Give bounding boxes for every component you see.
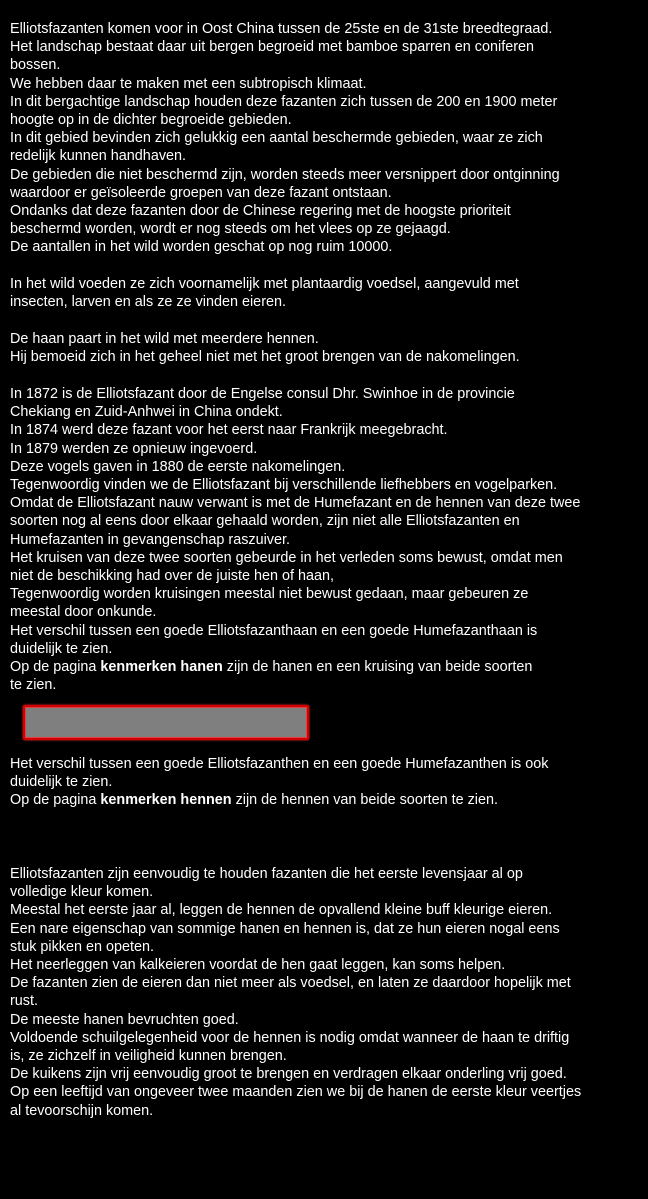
text-line: Elliotsfazanten komen voor in Oost China tussen de 25ste en de 31ste breedtegraad. xyxy=(10,21,553,37)
text-line: Elliotsfazanten zijn eenvoudig te houden fazanten die het eerste levensjaar al op xyxy=(10,866,523,882)
text-line: stuk pikken en opeten. xyxy=(10,938,155,955)
link-prefix: Op de pagina xyxy=(10,659,101,676)
text-line: In 1874 werd deze fazant voor het eerst naar Frankrijk meegebracht. xyxy=(10,422,448,439)
text-line: Het landschap bestaat daar uit bergen begroeid met bamboe sparren en coniferen xyxy=(10,39,535,56)
text-line: Humefazanten in gevangenschap raszuiver. xyxy=(10,531,290,548)
text-line: duidelijk te zien. xyxy=(10,774,113,791)
text-line: Hij bemoeid zich in het geheel niet met het groot brengen van de nakomelingen. xyxy=(10,349,520,366)
text-line: Omdat de Elliotsfazant nauw verwant is met de Humefazant en de hennen van deze twee xyxy=(10,495,581,512)
text-line: De fazanten zien de eieren dan niet meer als voedsel, en laten ze daardoor hopelijk met xyxy=(10,975,571,992)
text-line: De gebieden die niet beschermd zijn, worden steeds meer versnippert door ontginning xyxy=(10,166,560,183)
link-suffix: zijn de hanen en een kruising van beide soorten xyxy=(222,659,533,676)
text-line: waardoor er geïsoleerde groepen van deze fazant ontstaan. xyxy=(10,184,392,201)
text-line: De kuikens zijn vrij eenvoudig groot te brengen en verdragen elkaar onderling vrij goed. xyxy=(10,1066,567,1083)
text-line: De aantallen in het wild worden geschat op nog ruim 10000. xyxy=(10,239,393,256)
paragraph-habitat xyxy=(10,20,648,257)
text-line: bossen. xyxy=(10,57,61,74)
text-line: We hebben daar te maken met een subtropisch klimaat. xyxy=(10,75,367,92)
text-line: Het kruisen van deze twee soorten gebeurde in het verleden soms bewust, omdat men xyxy=(10,549,563,566)
text-line: De haan paart in het wild met meerdere hennen. xyxy=(10,331,319,347)
text-line: Meestal het eerste jaar al, leggen de hennen de opvallend kleine buff kleurige eieren. xyxy=(10,902,553,919)
kenmerken-hanen-link[interactable]: kenmerken hanen xyxy=(100,659,223,676)
text-line: niet de beschikking had over de juiste hen of haan, xyxy=(10,568,335,585)
text-line: Het verschil tussen een goede Elliotsfazanthen en een goede Humefazanthen is ook xyxy=(10,756,549,772)
link-hennen-line xyxy=(10,791,648,809)
text-line: insecten, larven en als ze ze vinden eieren. xyxy=(10,294,286,311)
link-suffix: zijn de hennen van beide soorten te zien. xyxy=(231,792,499,809)
text-line: duidelijk te zien. xyxy=(10,640,113,657)
text-line: Het verschil tussen een goede Elliotsfazanthaan en een goede Humefazanthaan is xyxy=(10,622,538,639)
text-line: is, ze zichzelf in veiligheid kunnen brengen. xyxy=(10,1048,287,1065)
text-line: In 1879 werden ze opnieuw ingevoerd. xyxy=(10,440,258,457)
text-line: Voldoende schuilgelegenheid voor de hennen is nodig omdat wanneer de haan te driftig xyxy=(10,1029,570,1046)
text-line: Tegenwoordig worden kruisingen meestal niet bewust gedaan, maar gebeuren ze xyxy=(10,586,529,603)
kenmerken-hennen-link[interactable]: kenmerken hennen xyxy=(100,792,232,809)
text-line: soorten nog al eens door elkaar gehaald worden, zijn niet alle Elliotsfazanten en xyxy=(10,513,520,530)
text-line: Het neerleggen van kalkeieren voordat de hen gaat leggen, kan soms helpen. xyxy=(10,957,506,974)
text-line: rust. xyxy=(10,993,38,1010)
link-hanen-line xyxy=(10,658,648,676)
text-line: Ondanks dat deze fazanten door de Chinese regering met de hoogste prioriteit xyxy=(10,203,511,220)
text-line: Chekiang en Zuid-Anhwei in China ondekt. xyxy=(10,404,283,421)
text-line: hoogte op in de dichter begroeide gebieden. xyxy=(10,112,292,129)
text-line: meestal door onkunde. xyxy=(10,604,157,621)
paragraph-hens-difference xyxy=(10,755,648,810)
text-line: In het wild voeden ze zich voornamelijk met plantaardig voedsel, aangevuld met xyxy=(10,276,519,292)
link-prefix: Op de pagina xyxy=(10,792,101,809)
text-line: Deze vogels gaven in 1880 de eerste nakomelingen. xyxy=(10,458,346,475)
text-line: Tegenwoordig vinden we de Elliotsfazant bij verschillende liefhebbers en vogelparken. xyxy=(10,477,558,494)
text-line: beschermd worden, wordt er nog steeds om het vlees op ze gejaagd. xyxy=(10,221,451,238)
text-line: Op een leeftijd van ongeveer twee maanden zien we bij de hanen de eerste kleur veertjes xyxy=(10,1084,582,1101)
text-line: De meeste hanen bevruchten goed. xyxy=(10,1011,239,1028)
text-line: volledige kleur komen. xyxy=(10,884,154,901)
text-line: te zien. xyxy=(10,677,57,694)
text-line: In 1872 is de Elliotsfazant door de Engelse consul Dhr. Swinhoe in de provincie xyxy=(10,386,515,402)
divider-bar xyxy=(23,705,309,740)
paragraph-history xyxy=(10,385,648,694)
text-line: In dit gebied bevinden zich gelukkig een aantal beschermde gebieden, waar ze zich xyxy=(10,130,543,147)
paragraph-keeping xyxy=(10,865,648,1120)
text-line: Een nare eigenschap van sommige hanen en hennen is, dat ze hun eieren nogal eens xyxy=(10,920,560,937)
text-line: In dit bergachtige landschap houden deze fazanten zich tussen de 200 en 1900 meter xyxy=(10,93,558,110)
text-line: al tevoorschijn komen. xyxy=(10,1102,154,1119)
text-line: redelijk kunnen handhaven. xyxy=(10,148,187,165)
paragraph-diet xyxy=(10,275,648,311)
paragraph-mating xyxy=(10,330,648,366)
